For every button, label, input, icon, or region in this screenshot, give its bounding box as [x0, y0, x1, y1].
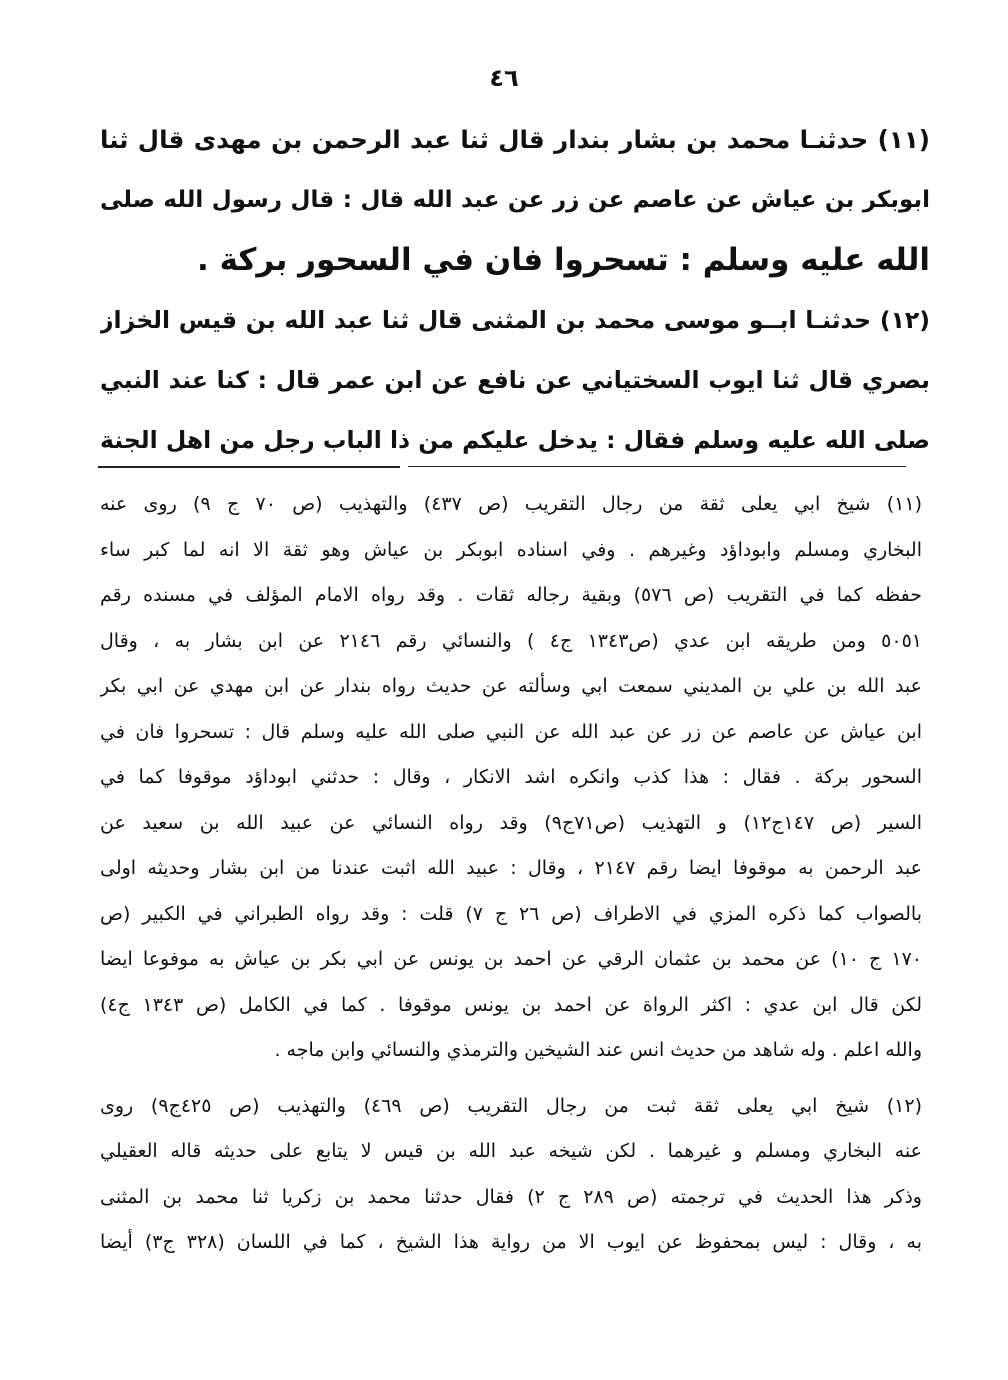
- hadith-line: صلى الله عليه وسلم فقال : يدخل عليكم من ذا الباب رجل من اهل الجنة: [100, 426, 930, 454]
- footnote-line: عبد الله بن علي بن المديني سمعت ابي وسألته عن حديث رواه بندار عن ابن مهدي عن ابي بكر: [100, 675, 922, 697]
- footnote-line: به ، وقال : ليس بمحفوظ عن ايوب الا من رواية هذا الشيخ ، كما في اللسان (٣٢٨ ج٣) أيضا: [100, 1231, 922, 1253]
- footnote-line: البخاري ومسلم وابوداؤد وغيرهم . وفي اسناده ابوبكر بن عياش وهو ثقة الا انه لما كبر ساء: [100, 538, 922, 561]
- hadith-line: ابوبكر بن عياش عن عاصم عن زر عن عبد الله قال : قال رسول الله صلى: [100, 187, 930, 213]
- hadith-line: (١١) حدثنـا محمد بن بشار بندار قال ثنا عبد الرحمن بن مهدى قال ثنا: [100, 125, 930, 154]
- footnote-line: (١٢) شيخ ابي يعلى ثقة ثبت من رجال التقريب (ص ٤٦٩) والتهذيب (ص ٤٢٥ج٩) روى: [100, 1094, 922, 1117]
- hadith-text: [100, 110, 930, 470]
- footnote-12: [100, 1084, 922, 1266]
- footnote-line: السير (ص ١٤٧ج١٢) و التهذيب (ص٧١ج٩) وقد رواه النسائي عن عبيد الله بن سعيد عن: [100, 811, 922, 834]
- footnote-gap: [100, 1074, 922, 1084]
- footnote-line: بالصواب كما ذكره المزي في الاطراف (ص ٢٦ ج ٧) قلت : وقد رواه الطبراني في الكبير (ص: [100, 902, 922, 925]
- footnote-11: [100, 482, 922, 1074]
- footnote-line: عبد الرحمن به موقوفا ايضا رقم ٢١٤٧ ، وقال : عبيد الله اثبت عندنا من ابن بشار وحديثه اولى: [100, 857, 922, 879]
- footnote-line: وذكر هذا الحديث في ترجمته (ص ٢٨٩ ج ٢) فقال حدثنا محمد بن زكريا ثنا محمد بن المثنى: [100, 1185, 922, 1208]
- footnote-line: ابن عياش عن عاصم عن زر عن عبد الله عن النبي صلى الله عليه وسلم قال : تسحروا فان في: [100, 720, 922, 743]
- hadith-line: الله عليه وسلم : تسحروا فان في السحور بركة .: [197, 242, 930, 278]
- footnote-separator: [98, 466, 400, 468]
- page-number: ٤٦: [489, 64, 519, 92]
- footnote-line: عنه البخاري ومسلم و غيرهما . لكن شيخه عبد الله بن قيس لا يتابع على حديثه قاله العقيلي: [100, 1140, 922, 1162]
- hadith-line: (١٢) حدثنـا ابــو موسى محمد بن المثنى قال ثنا عبد الله بن قيس الخزاز: [100, 306, 930, 334]
- hadith-line: بصري قال ثنا ايوب السختياني عن نافع عن ابن عمر قال : كنا عند النبي: [100, 366, 930, 394]
- footnotes: [100, 482, 922, 1266]
- footnote-line: (١١) شيخ ابي يعلى ثقة من رجال التقريب (ص ٤٣٧) والتهذيب (ص ٧٠ ج ٩) روى عنه: [100, 493, 922, 515]
- footnote-line: ٥٠٥١ ومن طريقه ابن عدي (ص١٣٤٣ ج٤ ) والنسائي رقم ٢١٤٦ عن ابن بشار به ، وقال: [100, 629, 922, 652]
- footnote-separator: [408, 466, 906, 467]
- footnote-line: ١٧٠ ج ١٠) عن محمد بن عثمان الرقي عن احمد بن يونس عن ابي بكر بن عياش به موفوعا ايضا: [100, 948, 922, 970]
- footnote-line: لكن قال ابن عدي : اكثر الرواة عن احمد بن يونس موقوفا . كما في الكامل (ص ١٣٤٣ ج٤): [100, 993, 922, 1016]
- footnote-line: السحور بركة . فقال : هذا كذب وانكره اشد الانكار ، وقال : حدثني ابوداؤد موقوفا كما في: [100, 766, 922, 788]
- footnote-line: والله اعلم . وله شاهد من حديث انس عند الشيخين والترمذي والنسائي وابن ماجه .: [274, 1039, 922, 1061]
- footnote-line: حفظه كما في التقريب (ص ٥٧٦) وبقية رجاله ثقات . وقد رواه الامام المؤلف في مسنده رقم: [100, 584, 922, 606]
